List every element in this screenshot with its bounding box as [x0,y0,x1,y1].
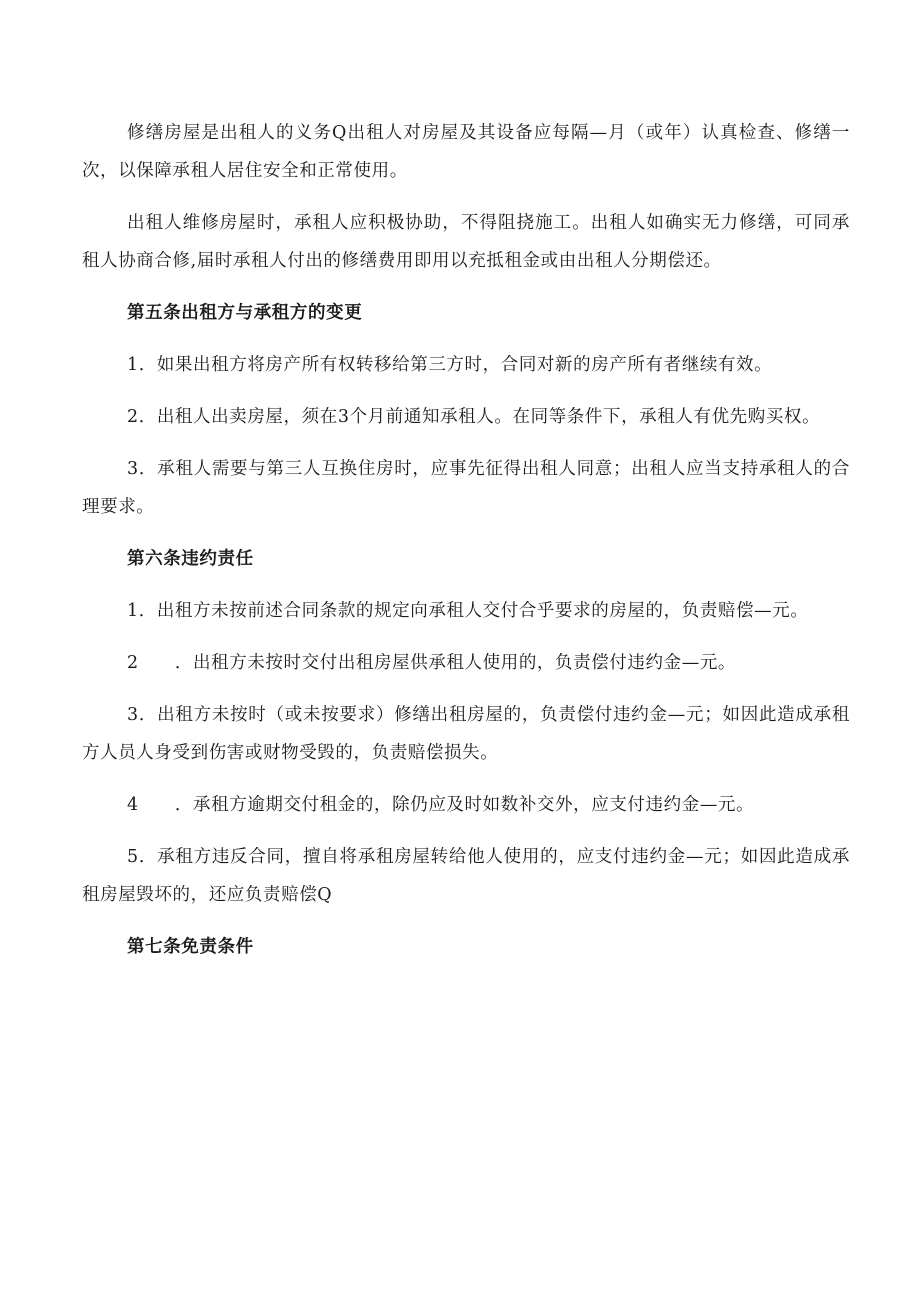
section-6-item-2: 2 ．出租方未按时交付出租房屋供承租人使用的，负责偿付违约金—元。 [127,653,737,673]
paragraph-repair-duty: 修缮房屋是出租人的义务Q出租人对房屋及其设备应每隔—月（或年）认真检查、修缮一次，以保障承租人居住安全和正常使用。 [82,123,850,181]
section-7-heading: 第七条免责条件 [127,937,254,957]
section-5-item-1: 1．如果出租方将房产所有权转移给第三方时，合同对新的房产所有者继续有效。 [127,355,773,375]
section-6-heading: 第六条违约责任 [127,549,254,569]
section-6-item-5: 5．承租方违反合同，擅自将承租房屋转给他人使用的，应支付违约金—元；如因此造成承租房屋毁坏的，还应负责赔偿Q [82,847,850,905]
document-body [82,114,850,980]
section-6-item-3: 3．出租方未按时（或未按要求）修缮出租房屋的，负责偿付违约金—元；如因此造成承租方人员人身受到伤害或财物受毁的，负责赔偿损失。 [82,705,850,763]
section-6-item-1: 1．出租方未按前述合同条款的规定向承租人交付合乎要求的房屋的，负责赔偿—元。 [127,601,809,621]
section-5-item-3: 3．承租人需要与第三人互换住房时，应事先征得出租人同意；出租人应当支持承租人的合理要求。 [82,459,850,517]
section-5-heading: 第五条出租方与承租方的变更 [127,303,363,323]
section-6-item-4: 4 ．承租方逾期交付租金的，除仍应及时如数补交外，应支付违约金—元。 [127,795,755,815]
section-5-item-2: 2．出租人出卖房屋，须在3个月前通知承租人。在同等条件下，承租人有优先购买权。 [127,407,821,427]
paragraph-repair-cooperation: 出租人维修房屋时，承租人应积极协助，不得阻挠施工。出租人如确实无力修缮，可同承租人协商合修,届时承租人付出的修缮费用即用以充抵租金或由出租人分期偿还。 [82,213,850,271]
